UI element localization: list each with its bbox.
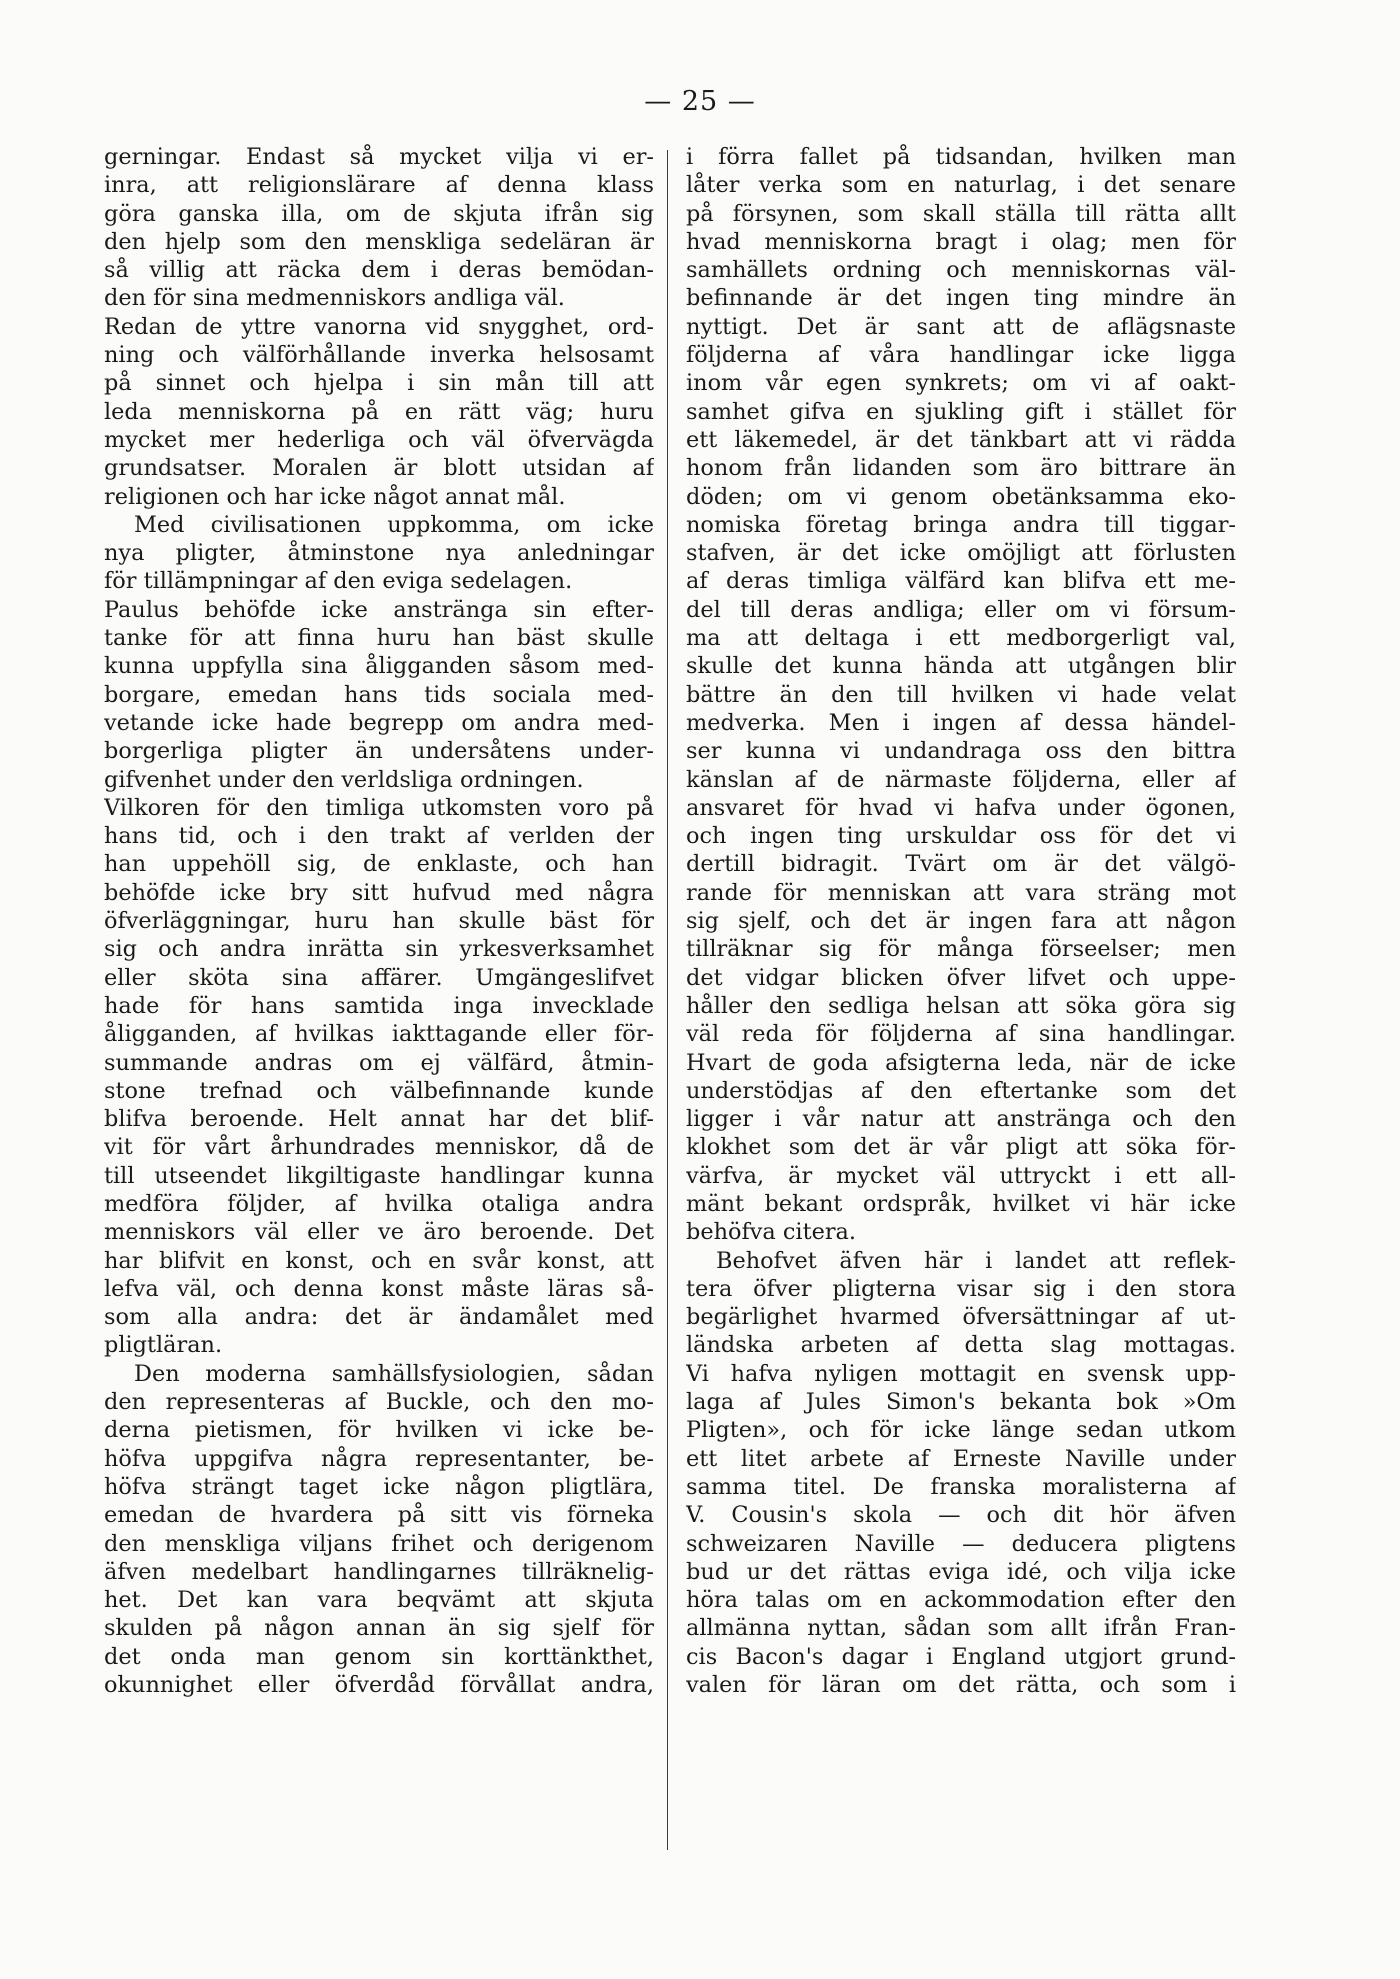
text-line: vetande icke hade begrepp om andra med- — [104, 709, 654, 736]
text-line: göra ganska illa, om de skjuta ifrån sig — [104, 200, 654, 227]
text-line: klokhet som det är vår pligt att söka för- — [686, 1134, 1236, 1161]
text-line: summande andras om ej välfärd, åtmin- — [104, 1049, 654, 1076]
text-line: på försynen, som skall ställa till rätta allt — [686, 200, 1236, 227]
text-line: begärlighet hvarmed öfversättningar af ut- — [686, 1304, 1236, 1331]
text-line: V. Cousin's skola — och dit hör äfven — [686, 1502, 1236, 1529]
text-line: till utseendet likgiltigaste handlingar kunna — [104, 1162, 654, 1189]
text-line: Redan de yttre vanorna vid snygghet, ord- — [104, 313, 654, 340]
text-line: medverka. Men i ingen af dessa händel- — [686, 709, 1236, 736]
text-line: sig sjelf, och det är ingen fara att någon — [686, 908, 1236, 935]
text-line: skulle det kunna hända att utgången blir — [686, 653, 1236, 680]
text-line: Behofvet äfven här i landet att reflek- — [716, 1247, 1236, 1274]
text-line: menniskors väl eller ve äro beroende. Det — [104, 1219, 654, 1246]
text-line: låter verka som en naturlag, i det senare — [686, 172, 1236, 199]
text-line: följderna af våra handlingar icke ligga — [686, 342, 1236, 369]
text-line: känslan af de närmaste följderna, eller af — [686, 766, 1236, 793]
text-line: tera öfver pligterna visar sig i den stora — [686, 1275, 1236, 1302]
text-line: bud ur det rättas eviga idé, och vilja icke — [686, 1558, 1236, 1585]
left-text-column — [104, 143, 654, 1699]
text-line: döden; om vi genom obetänksamma eko- — [686, 483, 1236, 510]
text-line: Den moderna samhällsfysiologien, sådan — [134, 1360, 654, 1387]
text-line: ett litet arbete af Erneste Naville under — [686, 1445, 1236, 1472]
text-line: valen för läran om det rätta, och som i — [686, 1672, 1236, 1699]
text-line: gifvenhet under den verldsliga ordningen. — [104, 766, 584, 793]
text-line: tanke för att finna huru han bäst skulle — [104, 625, 654, 652]
text-line: cis Bacon's dagar i England utgjort grund- — [686, 1643, 1236, 1670]
text-line: har blifvit en konst, och en svår konst, att — [104, 1247, 654, 1274]
text-line: ländska arbeten af detta slag mottagas. — [686, 1332, 1236, 1359]
text-line: och ingen ting urskuldar oss för det vi — [686, 823, 1236, 850]
text-line: ett läkemedel, är det tänkbart att vi rädda — [686, 426, 1236, 453]
text-line: Pligten», och för icke länge sedan utkom — [686, 1417, 1236, 1444]
text-line: af deras timliga välfärd kan blifva ett me- — [686, 568, 1236, 595]
text-line: Med civilisationen uppkomma, om icke — [134, 511, 654, 538]
text-line: ma att deltaga i ett medborgerligt val, — [686, 625, 1236, 652]
text-line: sig och andra inrätta sin yrkesverksamhet — [104, 936, 654, 963]
text-line: religionen och har icke något annat mål. — [104, 483, 566, 510]
text-line: honom från lidanden som äro bittrare än — [686, 455, 1236, 482]
text-line: gerningar. Endast så mycket vilja vi er- — [104, 144, 654, 170]
text-line: samma titel. De franska moralisterna af — [686, 1473, 1236, 1500]
text-line: mycket mer hederliga och väl öfvervägda — [104, 426, 654, 453]
text-line: ligger i vår natur att anstränga och den — [686, 1106, 1236, 1133]
text-line: äfven medelbart handlingarnes tillräknelig- — [104, 1558, 654, 1585]
text-line: allmänna nyttan, sådan som allt ifrån Fran- — [686, 1615, 1236, 1642]
text-line: eller sköta sina affärer. Umgängeslifvet — [104, 964, 654, 991]
text-line: han uppehöll sig, de enklaste, och han — [104, 851, 654, 878]
text-line: pligtläran. — [104, 1332, 223, 1359]
text-line: del till deras andliga; eller om vi försum- — [686, 596, 1236, 623]
text-line: på sinnet och hjelpa i sin mån till att — [104, 370, 654, 397]
text-line: samhet gifva en sjukling gift i stället för — [686, 398, 1236, 425]
text-line: nya pligter, åtminstone nya anledningar — [104, 540, 654, 567]
text-line: den hjelp som den menskliga sedeläran är — [104, 228, 654, 255]
text-line: blifva beroende. Helt annat har det blif- — [104, 1106, 654, 1133]
text-line: samhällets ordning och menniskornas väl- — [686, 257, 1236, 284]
text-line: nyttigt. Det är sant att de aflägsnaste — [686, 313, 1236, 340]
text-line: höra talas om en ackommodation efter den — [686, 1587, 1236, 1614]
text-line: ansvaret för hvad vi hafva under ögonen, — [686, 794, 1236, 821]
text-line: rande för menniskan att vara sträng mot — [686, 879, 1236, 906]
text-line: det onda man genom sin korttänkthet, — [104, 1643, 654, 1670]
text-line: tillräknar sig för många förseelser; men — [686, 936, 1236, 963]
text-line: nomiska företag bringa andra till tiggar- — [686, 511, 1236, 538]
text-line: hade för hans samtida inga invecklade — [104, 992, 654, 1019]
text-line: behöfde icke bry sitt hufvud med några — [104, 879, 654, 906]
text-line: hvad menniskorna bragt i olag; men för — [686, 228, 1236, 255]
text-line: så villig att räcka dem i deras bemödan- — [104, 257, 654, 284]
text-line: väl reda för följderna af sina handlingar. — [686, 1021, 1236, 1048]
text-line: okunnighet eller öfverdåd förvållat andra, — [104, 1672, 654, 1699]
text-line: skulden på någon annan än sig sjelf för — [104, 1615, 654, 1642]
text-line: leda menniskorna på en rätt väg; huru — [104, 398, 654, 425]
text-line: emedan de hvardera på sitt vis förneka — [104, 1502, 654, 1529]
text-line: den för sina medmenniskors andliga väl. — [104, 285, 565, 312]
text-line: grundsatser. Moralen är blott utsidan af — [104, 455, 654, 482]
text-line: inra, att religionslärare af denna klass — [104, 172, 654, 199]
text-line: vit för vårt århundrades menniskor, då de — [104, 1134, 654, 1161]
text-line: mänt bekant ordspråk, hvilket vi här icke — [686, 1190, 1236, 1217]
text-line: för tillämpningar af den eviga sedelagen. — [104, 568, 573, 595]
text-line: bättre än den till hvilken vi hade velat — [686, 681, 1236, 708]
text-line: åligganden, af hvilkas iakttagande eller för- — [104, 1021, 654, 1048]
text-line: lefva väl, och denna konst måste läras så- — [104, 1275, 654, 1302]
text-line: öfverläggningar, huru han skulle bäst för — [104, 908, 654, 935]
text-line: i förra fallet på tidsandan, hvilken man — [686, 144, 1236, 170]
text-line: värfva, är mycket väl uttryckt i ett all- — [686, 1162, 1236, 1189]
text-line: dertill bidragit. Tvärt om är det välgö- — [686, 851, 1236, 878]
text-line: Hvart de goda afsigterna leda, när de icke — [686, 1049, 1236, 1076]
text-line: den menskliga viljans frihet och derigenom — [104, 1530, 654, 1557]
text-line: hans tid, och i den trakt af verlden der — [104, 823, 654, 850]
text-line: stone trefnad och välbefinnande kunde — [104, 1077, 654, 1104]
text-line: inom vår egen synkrets; om vi af oakt- — [686, 370, 1236, 397]
text-line: borgerliga pligter än undersåtens under- — [104, 738, 654, 765]
text-line: borgare, emedan hans tids sociala med- — [104, 681, 654, 708]
column-divider — [667, 150, 668, 1850]
text-line: understödjas af den eftertanke som det — [686, 1077, 1236, 1104]
text-line: höfva uppgifva några representanter, be- — [104, 1445, 654, 1472]
text-line: Vi hafva nyligen mottagit en svensk upp- — [686, 1360, 1236, 1387]
text-line: som alla andra: det är ändamålet med — [104, 1304, 654, 1331]
text-line: laga af Jules Simon's bekanta bok »Om — [686, 1389, 1236, 1416]
page-number: — 25 — — [644, 86, 756, 117]
text-line: Vilkoren för den timliga utkomsten voro på — [104, 794, 654, 821]
text-line: het. Det kan vara beqvämt att skjuta — [104, 1587, 654, 1614]
text-line: behöfva citera. — [686, 1219, 857, 1246]
text-line: stafven, är det icke omöjligt att förlusten — [686, 540, 1236, 567]
text-line: schweizaren Naville — deducera pligtens — [686, 1530, 1236, 1557]
text-line: det vidgar blicken öfver lifvet och uppe- — [686, 964, 1236, 991]
text-line: kunna uppfylla sina åligganden såsom med- — [104, 653, 654, 680]
text-line: den representeras af Buckle, och den mo- — [104, 1389, 654, 1416]
text-line: befinnande är det ingen ting mindre än — [686, 285, 1236, 312]
text-line: derna pietismen, för hvilken vi icke be- — [104, 1417, 654, 1444]
text-line: ning och välförhållande inverka helsosamt — [104, 342, 654, 369]
text-line: medföra följder, af hvilka otaliga andra — [104, 1190, 654, 1217]
text-line: höfva strängt taget icke någon pligtlära, — [104, 1473, 654, 1500]
text-line: håller den sedliga helsan att söka göra sig — [686, 992, 1236, 1019]
text-line: Paulus behöfde icke anstränga sin efter- — [104, 596, 654, 623]
text-line: ser kunna vi undandraga oss den bittra — [686, 738, 1236, 765]
right-text-column — [686, 143, 1236, 1699]
